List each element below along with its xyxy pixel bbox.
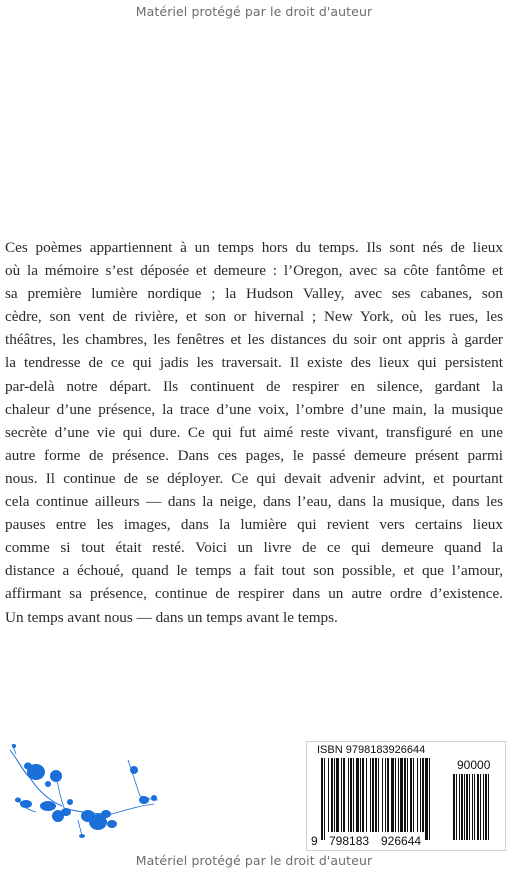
blurb-line: Ces poèmes appartiennent à un temps hors du temps. Ils sont nés de lieux (5, 239, 503, 256)
copyright-watermark-bottom: Matériel protégé par le droit d'auteur (135, 853, 373, 868)
blurb-line: secrète d’une vie qui dure. Ce qui fut aimé reste vivant, transfiguré en une (5, 423, 503, 441)
barcode-bar (404, 758, 406, 832)
barcode-bar (391, 758, 394, 832)
blurb-line: la tendresse de ce qui jadis les traversait. Il existe des lieux qui persistent (5, 354, 503, 372)
barcode-addon-bar (466, 774, 468, 840)
barcode-bar (370, 758, 371, 832)
barcode-bar (343, 758, 345, 832)
barcode-bar (328, 758, 329, 832)
barcode-bar (410, 758, 412, 832)
barcode-bar (387, 758, 389, 832)
barcode-bar (348, 758, 349, 832)
barcode-bar (398, 758, 399, 832)
barcode-bar (360, 758, 361, 832)
blurb-line: nous. Il continue de se déployer. Ce qui devait advenir advint, et pourtant (5, 469, 503, 487)
barcode-bar (413, 758, 414, 832)
blurb-line: Un temps avant nous — dans un temps avant le temps. (5, 608, 338, 626)
barcode-bar (378, 758, 379, 832)
barcode-bar (407, 758, 408, 832)
isbn-barcode (306, 741, 506, 851)
barcode-bar (422, 758, 424, 832)
barcode-bar (334, 758, 335, 832)
price-code-label: 90000 (457, 758, 491, 772)
barcode-bar (331, 758, 333, 832)
blurb-line: comme si tout était resté. Voici un livre de ce qui demeure quand la (5, 539, 503, 557)
barcode-addon-bar (464, 774, 465, 840)
barcode-bar (341, 758, 342, 832)
barcode-first-digit: 9 (311, 834, 318, 848)
barcode-addon-bar (483, 774, 484, 840)
barcode-bar (324, 758, 325, 840)
barcode-addon-bar (456, 774, 457, 840)
barcode-bar (425, 758, 428, 840)
barcode-right-digits: 926644 (381, 834, 422, 848)
back-cover-blurb (5, 236, 503, 629)
barcode-addon-bar (474, 774, 475, 840)
barcode-bar (353, 758, 354, 832)
blurb-line: pauses entre les images, dans la lumière qui revient vers certains lieux (5, 516, 503, 534)
barcode-addon-bar (459, 774, 460, 840)
barcode-bar (395, 758, 396, 832)
barcode-addon-bar (469, 774, 470, 840)
barcode-addon-bar (472, 774, 473, 840)
blurb-line: chaleur d’une présence, la trace d’une voix, l’ombre d’une main, la musique (5, 400, 503, 418)
blurb-line: distance a échoué, quand le temps a fait tout son possible, et que l’amour, (5, 562, 503, 580)
blurb-line: par-delà notre départ. Ils continuent de respirer en silence, gardant la (5, 377, 503, 395)
barcode-addon-bar (461, 774, 463, 840)
barcode-bar (382, 758, 383, 832)
barcode-bar (336, 758, 339, 832)
blue-ink-flowers-illustration (8, 740, 160, 840)
barcode-bar (385, 758, 386, 832)
blurb-line: affirmant sa présence, continue de respirer dans un autre ordre d’existence. (5, 585, 503, 603)
barcode-bar (420, 758, 421, 832)
barcode-bar (321, 758, 323, 840)
blurb-line: cèdre, son vent de rivière, et son or hivernal ; New York, où les rues, les (5, 308, 503, 326)
barcode-bar (429, 758, 430, 840)
barcode-addon-bar (480, 774, 481, 840)
barcode-bar (366, 758, 367, 832)
barcode-bar (417, 758, 418, 832)
blurb-line: sa première lumière nordique ; la Hudson Valley, avec ses cabanes, son (5, 285, 503, 303)
barcode-addon-bar (485, 774, 487, 840)
barcode-addon-bar (453, 774, 455, 840)
blurb-line: autre forme de présence. Dans ces pages, le passé demeure présent parmi (5, 446, 503, 464)
barcode-bar (362, 758, 364, 832)
blurb-line: théâtres, les chambres, les fenêtres et les distances du soir ont appris à garder (5, 331, 503, 349)
blurb-line: cela continue ailleurs — dans la neige, dans l’eau, dans la musique, dans les (5, 493, 503, 511)
barcode-bar (356, 758, 359, 832)
barcode-bar (400, 758, 403, 832)
barcode-addon-bar (477, 774, 479, 840)
barcode-bar (375, 758, 377, 832)
barcode-bar (350, 758, 352, 832)
barcode-left-digits: 798183 (329, 834, 370, 848)
barcode-bar (372, 758, 374, 832)
blurb-line: où la mémoire s’est déposée et demeure : l’Oregon, avec sa côte fantôme et (5, 262, 503, 280)
barcode-addon-bar (488, 774, 489, 840)
copyright-watermark-top: Matériel protégé par le droit d'auteur (135, 4, 373, 19)
isbn-label: ISBN 9798183926644 (317, 744, 426, 756)
